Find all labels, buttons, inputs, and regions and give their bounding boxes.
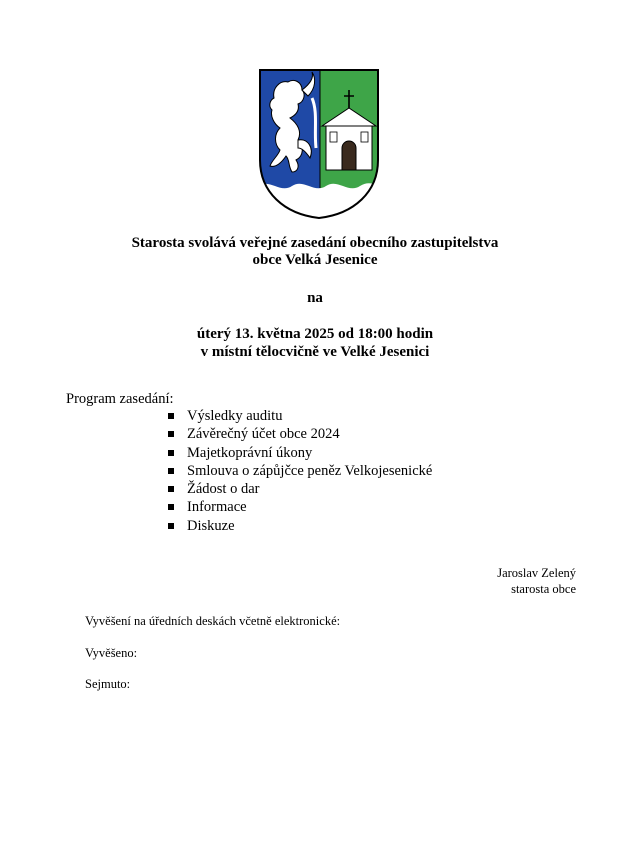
- heading-connector: na: [307, 290, 323, 306]
- agenda-item-text: Žádost o dar: [187, 481, 260, 498]
- signatory-name: Jaroslav Zelený: [497, 566, 576, 580]
- heading-line-2: obce Velká Jesenice: [252, 252, 378, 268]
- agenda-item-text: Diskuze: [187, 517, 235, 534]
- agenda-item: [168, 480, 432, 498]
- signatory-role: starosta obce: [511, 582, 576, 596]
- square-bullet-icon: [168, 523, 174, 529]
- square-bullet-icon: [168, 468, 174, 474]
- agenda-item-text: Výsledky auditu: [187, 408, 283, 424]
- agenda-item-text: Smlouva o zápůjčce peněz Velkojesenické: [187, 462, 433, 479]
- posted-label: Vyvěšeno:: [85, 646, 138, 660]
- agenda-item: [168, 462, 432, 480]
- agenda-item: [168, 444, 432, 462]
- heading-line-1: Starosta svolává veřejné zasedání obecního zastupitelstva: [131, 235, 499, 251]
- agenda-item-text: Informace: [187, 499, 247, 516]
- square-bullet-icon: [168, 486, 174, 492]
- posted-boards-label: Vyvěšení na úředních deskách včetně elektronické:: [85, 614, 341, 628]
- agenda-item-text: Závěrečný účet obce 2024: [187, 426, 340, 443]
- agenda-list: [168, 407, 432, 535]
- agenda-item: [168, 498, 432, 516]
- square-bullet-icon: [168, 413, 174, 419]
- agenda-item: [168, 517, 432, 535]
- municipal-coat-of-arms-icon: [258, 68, 380, 220]
- meeting-date: úterý 13. května 2025 od 18:00 hodin: [196, 326, 434, 342]
- agenda-item-text: Majetkoprávní úkony: [187, 444, 313, 461]
- meeting-place: v místní tělocvičně ve Velké Jesenici: [200, 344, 430, 360]
- square-bullet-icon: [168, 504, 174, 510]
- square-bullet-icon: [168, 431, 174, 437]
- agenda-item: [168, 407, 432, 425]
- square-bullet-icon: [168, 450, 174, 456]
- program-label: Program zasedání:: [66, 391, 174, 407]
- removed-label: Sejmuto:: [85, 677, 131, 691]
- agenda-item: [168, 425, 432, 443]
